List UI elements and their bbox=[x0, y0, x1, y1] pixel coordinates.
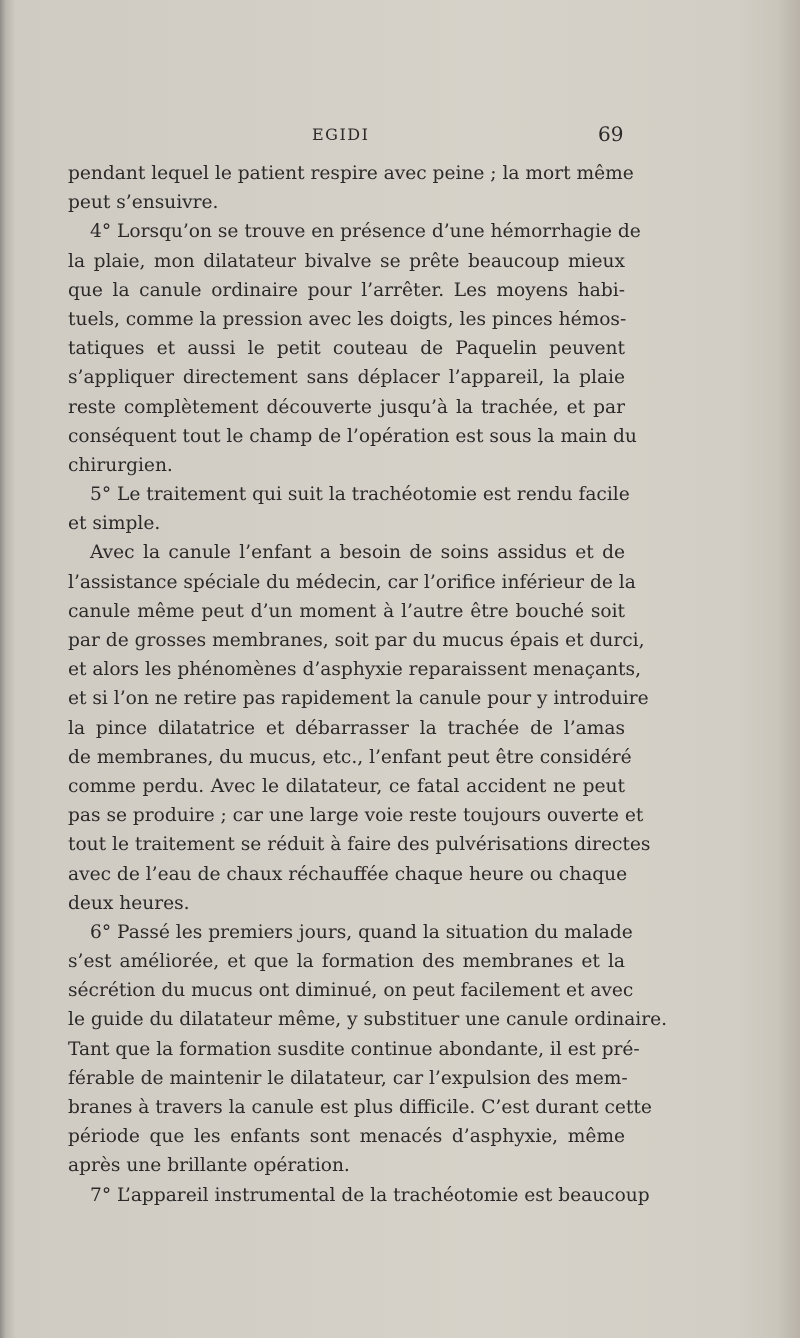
body-text bbox=[68, 159, 668, 1210]
text-line: que la canule ordinaire pour l’arrêter. Les moyens habi- bbox=[68, 279, 625, 301]
text-line: pas se produire ; car une large voie reste toujours ouverte et bbox=[68, 805, 644, 827]
text-line: 7° L’appareil instrumental de la trachéotomie est beaucoup bbox=[90, 1184, 650, 1206]
text-line: chirurgien. bbox=[68, 454, 173, 476]
text-line: peut s’ensuivre. bbox=[68, 192, 219, 214]
text-line: s’est améliorée, et que la formation des membranes et la bbox=[68, 951, 625, 973]
text-line: et simple. bbox=[68, 513, 161, 535]
text-line: Tant que la formation susdite continue abondante, il est pré- bbox=[68, 1038, 640, 1060]
text-line: s’appliquer directement sans déplacer l’appareil, la plaie bbox=[68, 367, 625, 389]
text-line: et alors les phénomènes d’asphyxie reparaissent menaçants, bbox=[68, 659, 641, 681]
text-line: avec de l’eau de chaux réchauffée chaque heure ou chaque bbox=[68, 863, 628, 885]
text-line: deux heures. bbox=[68, 892, 190, 914]
text-line: 6° Passé les premiers jours, quand la situation du malade bbox=[90, 921, 633, 943]
text-line: le guide du dilatateur même, y substituer une canule ordinaire. bbox=[68, 1009, 668, 1031]
text-line: tatiques et aussi le petit couteau de Paquelin peuvent bbox=[68, 338, 625, 360]
text-line: tout le traitement se réduit à faire des pulvérisations directes bbox=[68, 834, 651, 856]
text-line: par de grosses membranes, soit par du mucus épais et durci, bbox=[68, 630, 645, 651]
page-edge-shadow bbox=[778, 0, 800, 1338]
text-line: période que les enfants sont menacés d’asphyxie, même bbox=[68, 1126, 625, 1148]
text-line: Avec la canule l’enfant a besoin de soins assidus et de bbox=[90, 542, 625, 564]
text-line: de membranes, du mucus, etc., l’enfant peut être considéré bbox=[68, 746, 632, 768]
text-line: branes à travers la canule est plus difficile. C’est durant cette bbox=[68, 1097, 652, 1118]
text-line: 4° Lorsqu’on se trouve en présence d’une hémorrhagie de bbox=[90, 221, 641, 243]
running-head: EGIDI bbox=[312, 125, 370, 144]
text-line: pendant lequel le patient respire avec peine ; la mort même bbox=[68, 163, 634, 184]
text-line: reste complètement découverte jusqu’à la trachée, et par bbox=[68, 396, 625, 418]
text-line: la plaie, mon dilatateur bivalve se prête beaucoup mieux bbox=[68, 250, 625, 272]
text-line: l’assistance spéciale du médecin, car l’orifice inférieur de la bbox=[68, 571, 636, 593]
text-line: férable de maintenir le dilatateur, car l’expulsion des mem- bbox=[68, 1067, 628, 1089]
text-line: la pince dilatatrice et débarrasser la trachée de l’amas bbox=[68, 717, 625, 739]
page-header bbox=[0, 122, 800, 150]
text-line: après une brillante opération. bbox=[68, 1155, 350, 1177]
text-line: tuels, comme la pression avec les doigts, les pinces hémos- bbox=[68, 308, 627, 330]
text-line: sécrétion du mucus ont diminué, on peut facilement et avec bbox=[68, 980, 634, 1002]
page-number: 69 bbox=[598, 122, 624, 146]
text-line: comme perdu. Avec le dilatateur, ce fatal accident ne peut bbox=[68, 775, 625, 797]
text-line: conséquent tout le champ de l’opération est sous la main du bbox=[68, 425, 637, 447]
text-line: 5° Le traitement qui suit la trachéotomie est rendu facile bbox=[90, 484, 630, 506]
text-line: et si l’on ne retire pas rapidement la canule pour y introduire bbox=[68, 688, 649, 710]
text-line: canule même peut d’un moment à l’autre être bouché soit bbox=[68, 600, 625, 622]
